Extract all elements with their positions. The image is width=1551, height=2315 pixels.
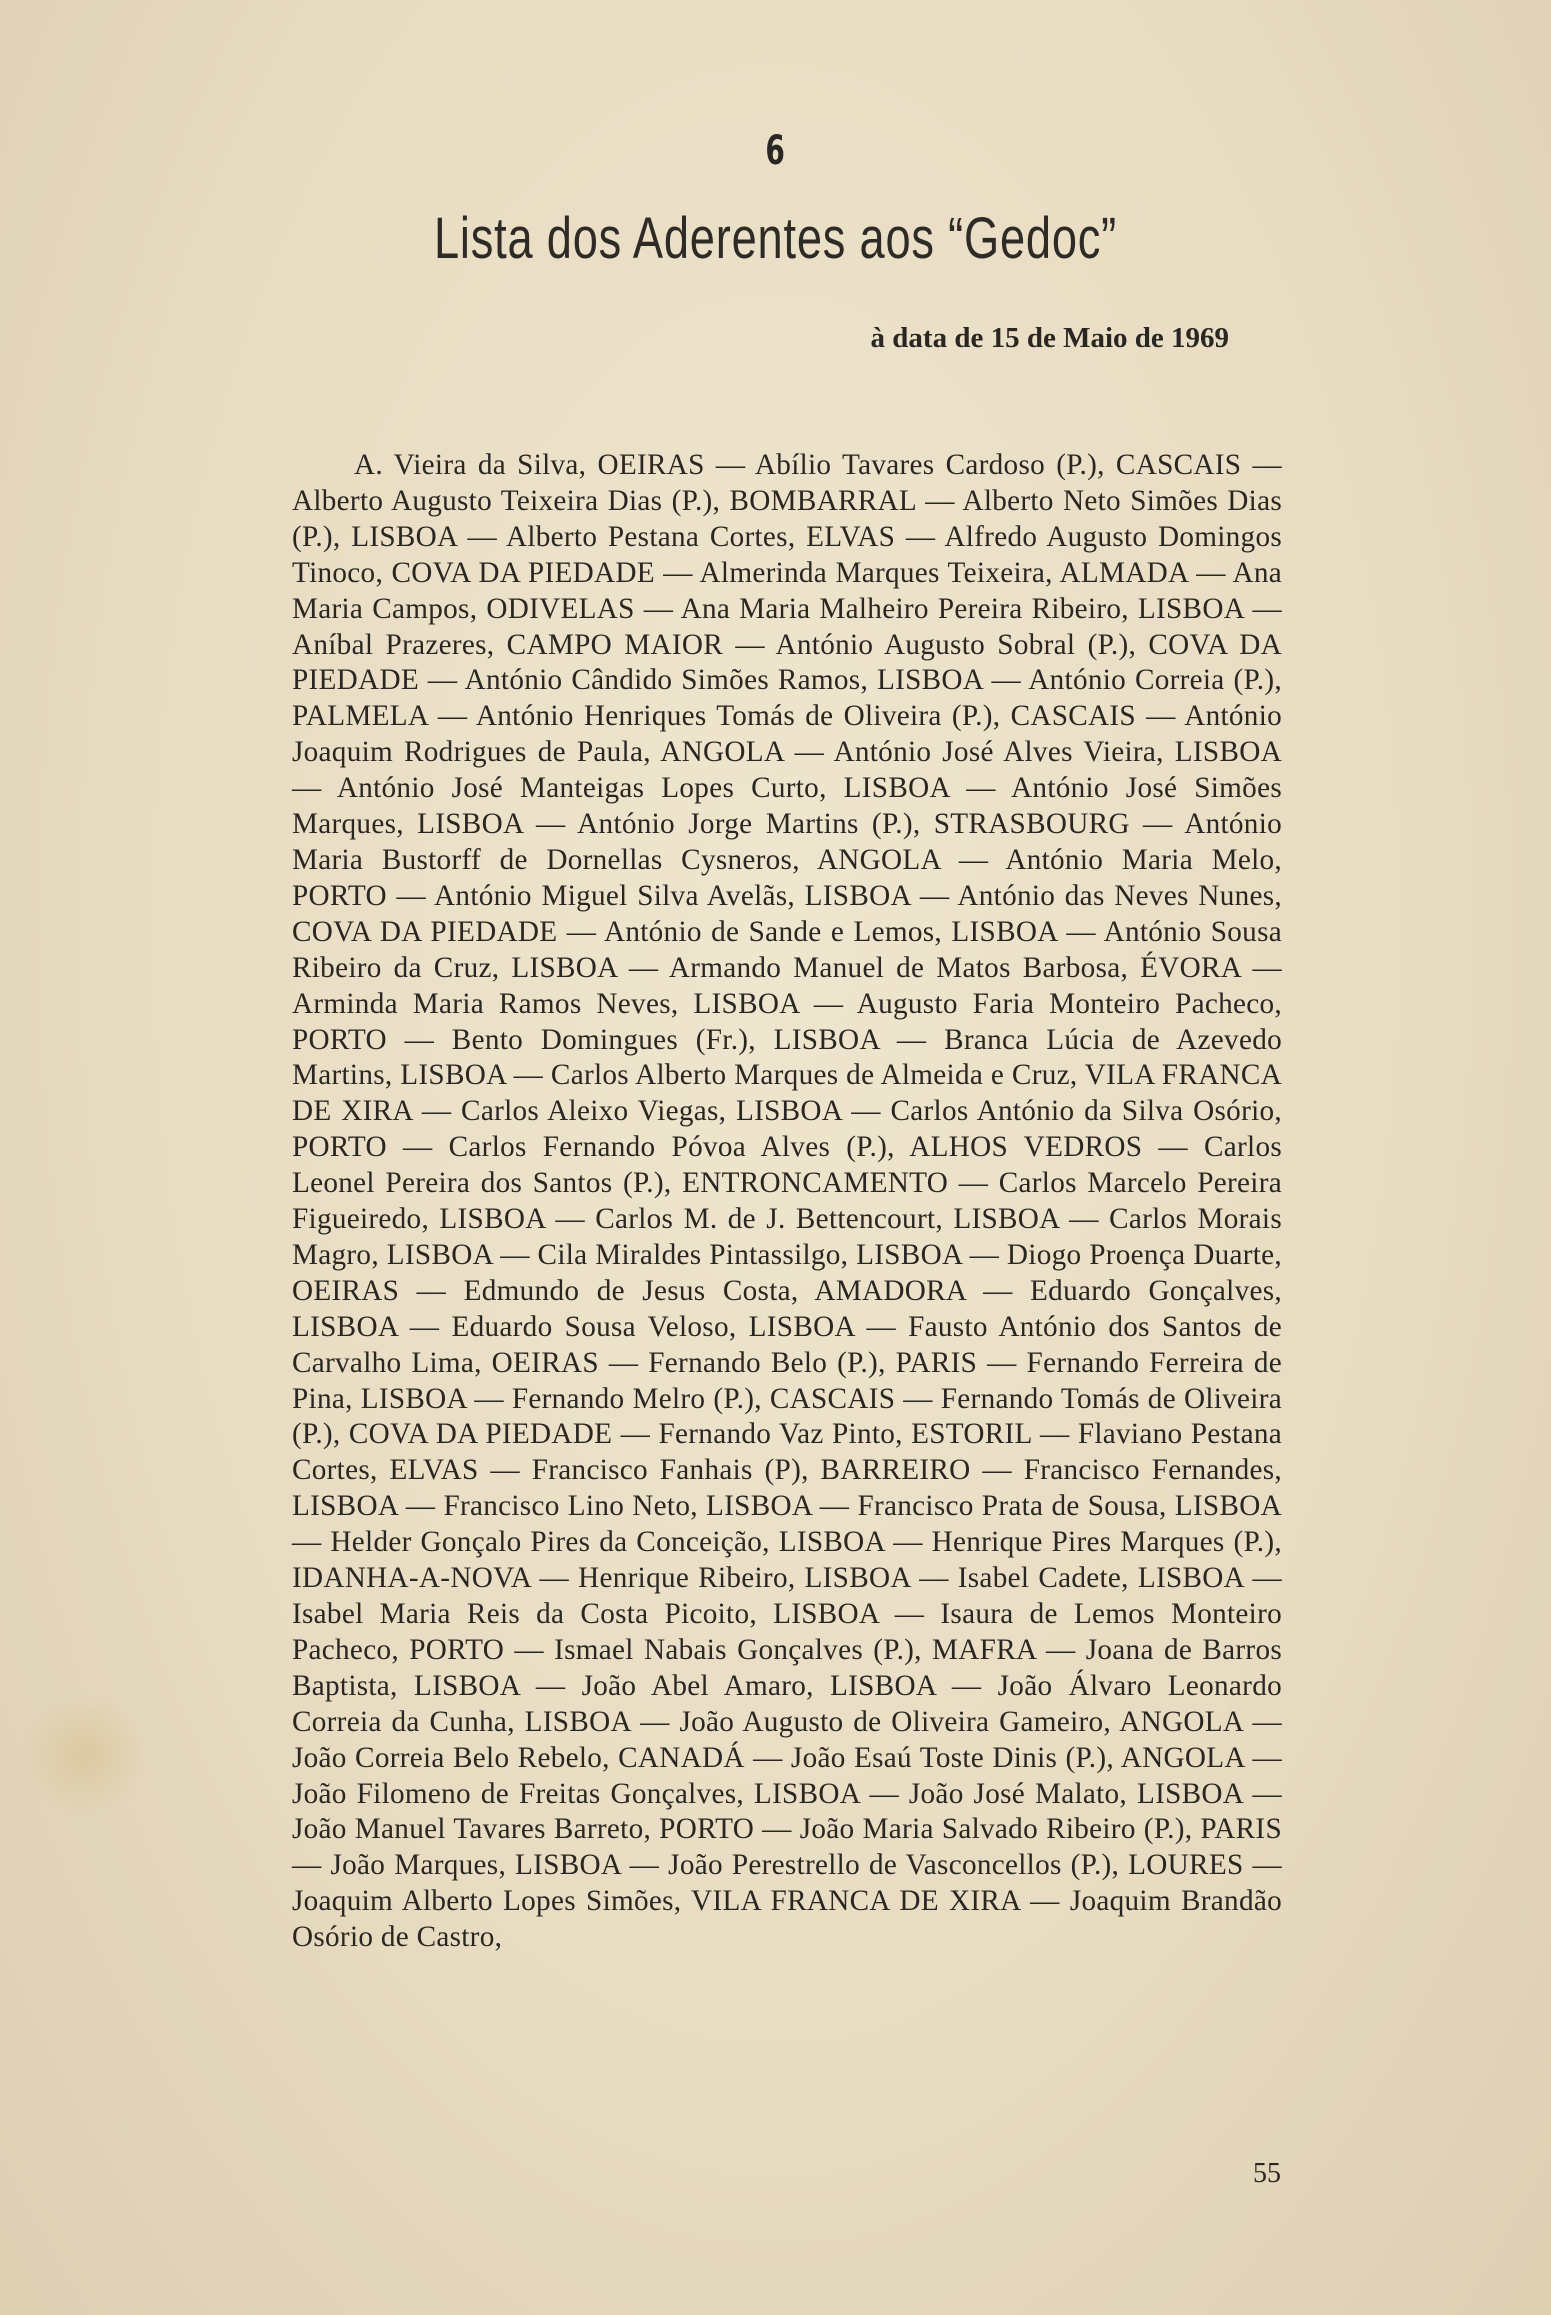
date-line: à data de 15 de Maio de 1969	[870, 322, 1229, 354]
members-list-paragraph: A. Vieira da Silva, OEIRAS — Abílio Tavares Cardoso (P.), CASCAIS — Alberto Augusto Teixeira Dias (P.), BOMBARRAL — Alberto Neto Simões Dias (P.), LISBOA — Alberto Pestana Cortes, ELVAS — Alfredo Augusto Domingos Tinoco, COVA DA PIEDADE — Almerinda Marques Teixeira, ALMADA — Ana Maria Campos, ODIVELAS — Ana Maria Malheiro Pereira Ribeiro, LISBOA — Aníbal Prazeres, CAMPO MAIOR — António Augusto Sobral (P.), COVA DA PIEDADE — António Cândido Simões Ramos, LISBOA — António Correia (P.), PALMELA — António Henriques Tomás de Oliveira (P.), CASCAIS — António Joaquim Rodrigues de Paula, ANGOLA — António José Alves Vieira, LISBOA — António José Manteigas Lopes Curto, LISBOA — António José Simões Marques, LISBOA — António Jorge Martins (P.), STRASBOURG — António Maria Bustorff de Dornellas Cysneros, ANGOLA — António Maria Melo, PORTO — António Miguel Silva Avelãs, LISBOA — António das Neves Nunes, COVA DA PIEDADE — António de Sande e Lemos, LISBOA — António Sousa Ribeiro da Cruz, LISBOA — Armando Manuel de Matos Barbosa, ÉVORA — Arminda Maria Ramos Neves, LISBOA — Augusto Faria Monteiro Pacheco, PORTO — Bento Domingues (Fr.), LISBOA — Branca Lúcia de Azevedo Martins, LISBOA — Carlos Alberto Marques de Almeida e Cruz, VILA FRANCA DE XIRA — Carlos Aleixo Viegas, LISBOA — Carlos António da Silva Osório, PORTO — Carlos Fernando Póvoa Alves (P.), ALHOS VEDROS — Carlos Leonel Pereira dos Santos (P.), ENTRONCAMENTO — Carlos Marcelo Pereira Figueiredo, LISBOA — Carlos M. de J. Bettencourt, LISBOA — Carlos Morais Magro, LISBOA — Cila Miraldes Pintassilgo, LISBOA — Diogo Proença Duarte, OEIRAS — Edmundo de Jesus Costa, AMADORA — Eduardo Gonçalves, LISBOA — Eduardo Sousa Veloso, LISBOA — Fausto António dos Santos de Carvalho Lima, OEIRAS — Fernando Belo (P.), PARIS — Fernando Ferreira de Pina, LISBOA — Fernando Melro (P.), CASCAIS — Fernando Tomás de Oliveira (P.), COVA DA PIEDADE — Fernando Vaz Pinto, ESTORIL — Flaviano Pestana Cortes, ELVAS — Francisco Fanhais (P), BARREIRO — Francisco Fernandes, LISBOA — Francisco Lino Neto, LISBOA — Francisco Prata de Sousa, LISBOA — Helder Gonçalo Pires da Conceição, LISBOA — Henrique Pires Marques (P.), IDANHA-A-NOVA — Henrique Ribeiro, LISBOA — Isabel Cadete, LISBOA — Isabel Maria Reis da Costa Picoito, LISBOA — Isaura de Lemos Monteiro Pacheco, PORTO — Ismael Nabais Gonçalves (P.), MAFRA — Joana de Barros Baptista, LISBOA — João Abel Amaro, LISBOA — João Álvaro Leonardo Correia da Cunha, LISBOA — João Augusto de Oliveira Gameiro, ANGOLA — João Correia Belo Rebelo, CANADÁ — João Esaú Toste Dinis (P.), ANGOLA — João Filomeno de Freitas Gonçalves, LISBOA — João José Malato, LISBOA — João Manuel Tavares Barreto, PORTO — João Maria Salvado Ribeiro (P.), PARIS — João Marques, LISBOA — João Perestrello de Vasconcellos (P.), LOURES — Joaquim Alberto Lopes Simões, VILA FRANCA DE XIRA — Joaquim Brandão Osório de Castro,	[292, 449, 1282, 1954]
page-number: 55	[1253, 2158, 1281, 2189]
page-title: Lista dos Aderentes aos “Gedoc”	[433, 206, 1118, 271]
chapter-number: 6	[765, 128, 786, 174]
paper-stain	[20, 1690, 150, 1820]
